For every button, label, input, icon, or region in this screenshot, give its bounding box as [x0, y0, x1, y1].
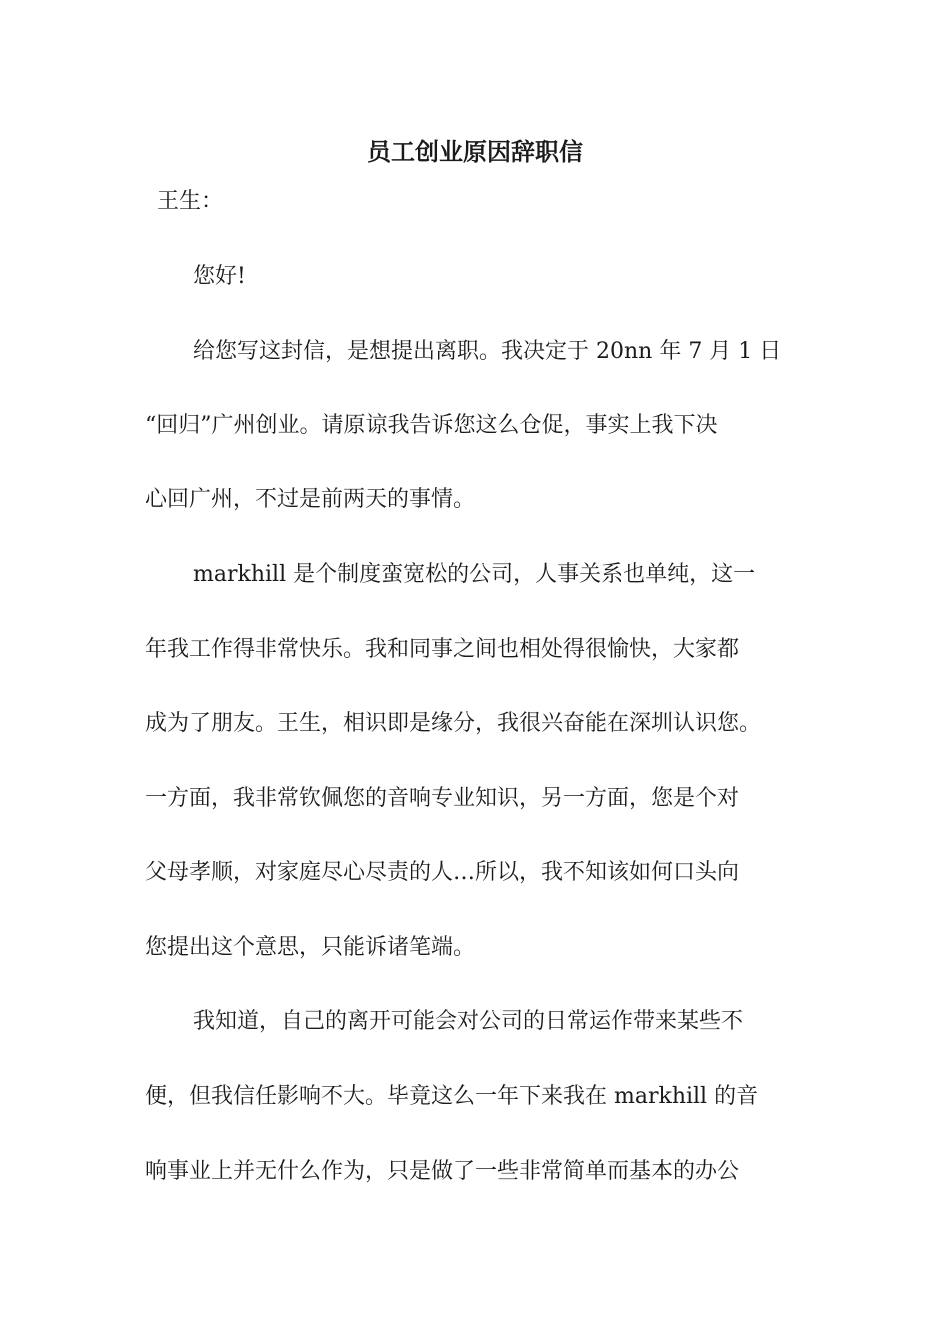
document-title: 员工创业原因辞职信: [367, 138, 583, 166]
body-line: 您提出这个意思，只能诉诸笔端。: [145, 935, 476, 960]
body-line: 我知道，自己的离开可能会对公司的日常运作带来某些不: [193, 1009, 744, 1034]
body-line: 响事业上并无什么作为，只是做了一些非常简单而基本的办公: [145, 1159, 740, 1184]
body-line: 便，但我信任影响不大。毕竟这么一年下来我在 markhill 的音: [145, 1084, 759, 1109]
body-line: “回归”广州创业。请原谅我告诉您这么仓促，事实上我下决: [145, 413, 718, 438]
body-line: 一方面，我非常钦佩您的音响专业知识，另一方面，您是个对: [145, 786, 740, 811]
body-line: 给您写这封信，是想提出离职。我决定于 20nn 年 7 月 1 日: [193, 339, 782, 364]
body-line: 成为了朋友。王生，相识即是缘分，我很兴奋能在深圳认识您。: [145, 711, 762, 736]
greeting-line: 您好!: [193, 264, 246, 289]
body-line: 年我工作得非常快乐。我和同事之间也相处得很愉快，大家都: [145, 637, 740, 662]
body-line: markhill 是个制度蛮宽松的公司，人事关系也单纯，这一: [193, 562, 756, 587]
body-line: 心回广州，不过是前两天的事情。: [145, 487, 476, 512]
body-line: 父母孝顺，对家庭尽心尽责的人…所以，我不知该如何口头向: [145, 860, 740, 885]
salutation: 王生：: [157, 189, 224, 214]
